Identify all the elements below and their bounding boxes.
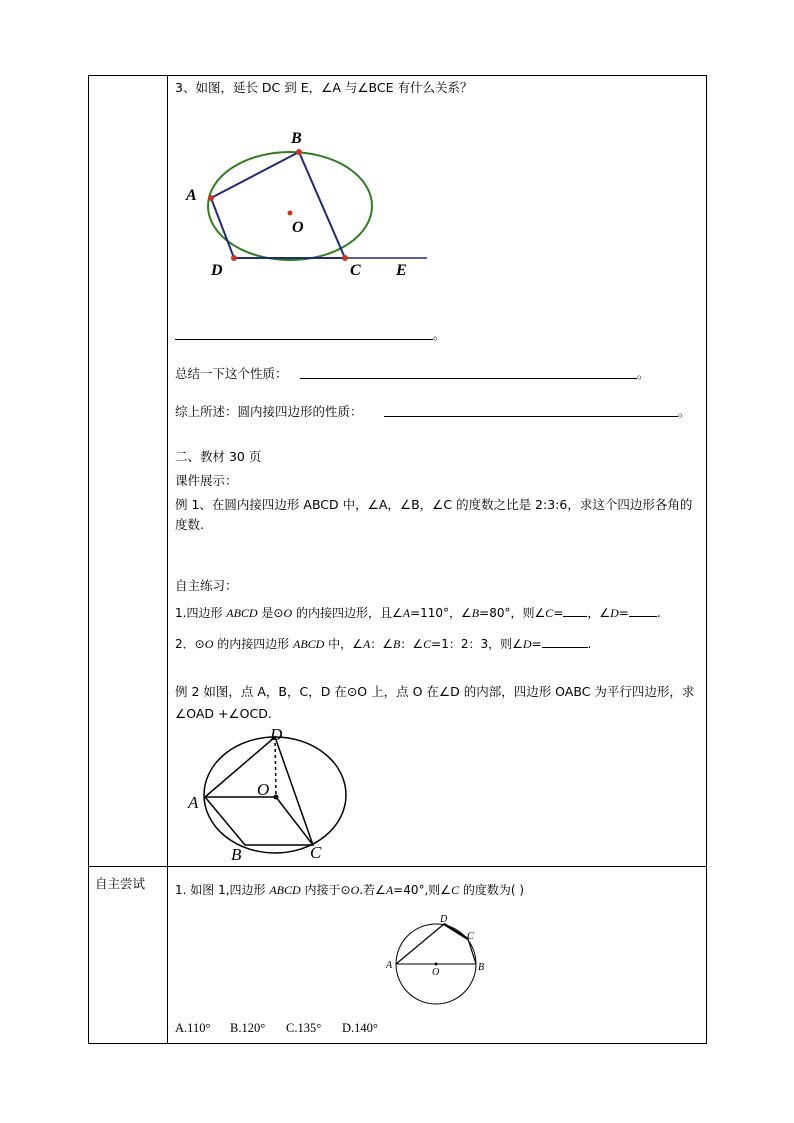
chords-a-d-c-b [396, 924, 476, 964]
label-d: D [440, 914, 448, 925]
conclusion-label: 综上所述：圆内接四边形的性质： [175, 404, 363, 419]
label-d: D [211, 262, 223, 279]
option-b[interactable]: B.120° [230, 1021, 266, 1035]
chord-dc-thick [444, 924, 468, 939]
point-a [208, 195, 214, 201]
end-mark-2: 。 [637, 366, 650, 381]
center-o [288, 211, 293, 216]
table-row-divider [88, 866, 707, 867]
label-b: B [291, 130, 302, 147]
end-mark-3: 。 [678, 404, 691, 419]
option-d[interactable]: D.140° [342, 1021, 378, 1035]
label-c: C [310, 843, 322, 862]
table-left-border [88, 75, 89, 1044]
label-c: C [467, 931, 474, 942]
blank-q1-d[interactable] [629, 604, 657, 617]
figure-parallelogram-oabc [186, 725, 351, 865]
blank-conclusion[interactable] [384, 416, 678, 417]
option-c[interactable]: C.135° [286, 1021, 322, 1035]
table-bottom-border [88, 1043, 707, 1044]
label-d: D [270, 725, 283, 744]
row-label-self-try: 自主尝试 [95, 876, 146, 891]
try-question-1: 1. 如图 1,四边形 ABCD 内接于⊙O.若∠A=40°,则∠C 的度数为( ) [175, 883, 525, 897]
label-c: C [350, 262, 361, 279]
label-o: O [292, 219, 304, 236]
option-a[interactable]: A.110° [175, 1021, 211, 1035]
label-a: A [386, 960, 393, 971]
label-a: A [188, 793, 199, 812]
label-o: O [257, 780, 270, 799]
question-3: 3、如图，延长 DC 到 E，∠A 与∠BCE 有什么关系？ [175, 80, 473, 95]
point-b [296, 149, 302, 155]
courseware-label: 课件展示： [175, 473, 238, 488]
blank-answer-1[interactable] [175, 339, 433, 340]
point-d [231, 255, 237, 261]
table-right-border [706, 75, 707, 1044]
self-practice-label: 自主练习： [175, 578, 238, 593]
center-o [435, 963, 438, 966]
summary-label: 总结一下这个性质： [175, 366, 288, 381]
parallelogram-oabc [205, 797, 313, 845]
label-b: B [478, 962, 485, 973]
label-a: A [186, 187, 197, 204]
example-2: 例 2 如图，点 A，B，C，D 在⊙O 上，点 O 在∠D 的内部，四边形 OABC 为平行四边形，求∠OAD +∠OCD. [175, 684, 695, 721]
practice-q1: 1.四边形 ABCD 是⊙O 的内接四边形，且∠A=110°，∠B=80°，则∠C= ，∠D= . [175, 606, 661, 620]
end-mark-1: 。 [433, 327, 446, 342]
figure-1-inscribed-quad [382, 910, 492, 1010]
label-e: E [396, 262, 407, 279]
section-heading-textbook: 二、教材 30 页 [175, 449, 262, 464]
figure-cyclic-quad-extended [180, 125, 440, 280]
blank-q2-d[interactable] [542, 635, 588, 648]
segment-do-dashed [275, 737, 276, 797]
blank-summary[interactable] [300, 378, 637, 379]
example-1: 例 1、在圆内接四边形 ABCD 中，∠A，∠B，∠C 的度数之比是 2:3:6，求这个四边形各角的度数. [175, 497, 693, 532]
table-top-border [88, 75, 707, 76]
point-c [342, 255, 348, 261]
circle-outline [208, 152, 372, 260]
label-b: B [231, 845, 242, 864]
table-column-divider [167, 75, 168, 1044]
label-o: O [432, 967, 440, 978]
center-o [274, 795, 279, 800]
practice-q2: 2．⊙O 的内接四边形 ABCD 中，∠A：∠B：∠C=1：2：3，则∠D= . [175, 637, 592, 651]
blank-q1-c[interactable] [563, 604, 587, 617]
